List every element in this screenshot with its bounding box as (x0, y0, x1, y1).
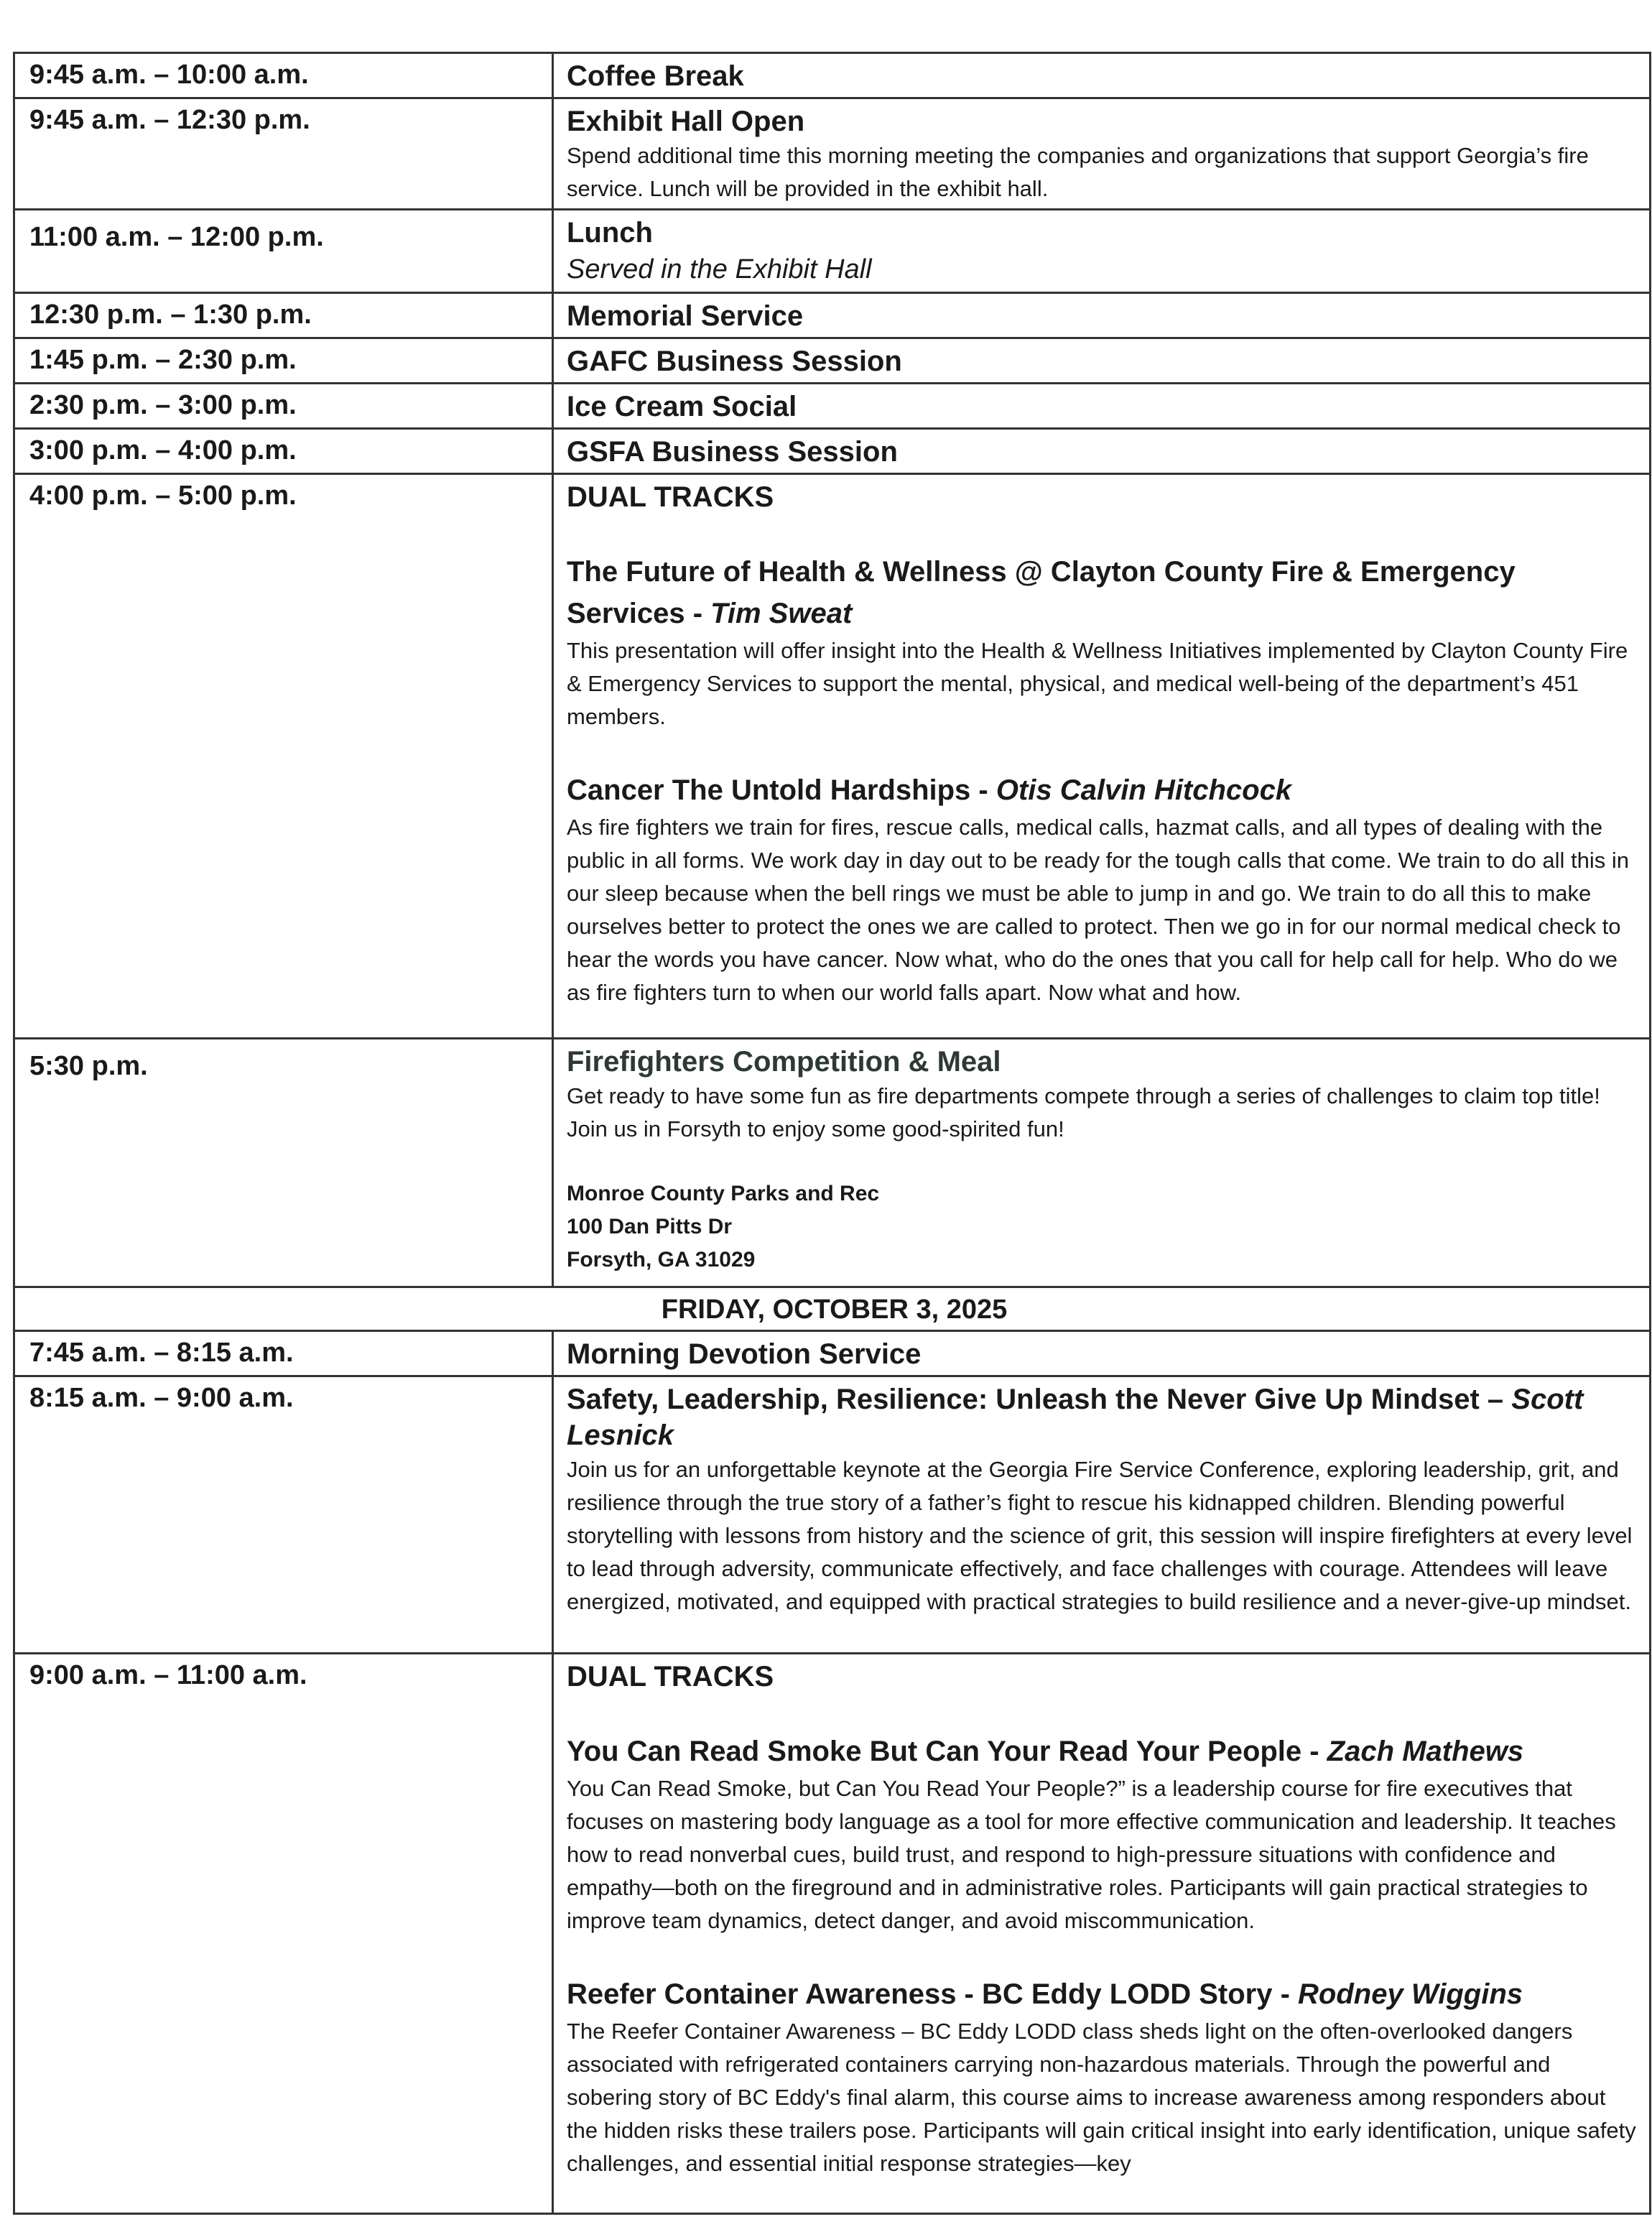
time-cell: 9:45 a.m. – 12:30 p.m. (14, 98, 553, 210)
time-cell: 5:30 p.m. (14, 1039, 553, 1287)
track-title (567, 1973, 1639, 2015)
event-speaker: Scott Lesnick (567, 1384, 1584, 1451)
schedule-table (13, 52, 1651, 2215)
event-cell (553, 1331, 1651, 1376)
event-cell (553, 53, 1651, 98)
day-header-row (14, 1287, 1651, 1331)
event-description: Spend additional time this morning meeting the companies and organizations that support Georgia’s fire service. Lunch will be provided in the exhibit hall. (567, 143, 1589, 201)
event-title: Memorial Service (567, 300, 804, 332)
track-speaker: Otis Calvin Hitchcock (996, 774, 1292, 806)
address-line: Monroe County Parks and Rec (567, 1182, 880, 1205)
table-row (14, 98, 1651, 210)
table-row (14, 1654, 1651, 2214)
time-cell: 11:00 a.m. – 12:00 p.m. (14, 210, 553, 293)
event-title: DUAL TRACKS (567, 1661, 774, 1692)
track-description: As fire fighters we train for fires, rescue calls, medical calls, hazmat calls, and all types of dealing with the public in all forms. We work day in day out to be ready for the tough calls that come. We train to do all this in our sleep because when the bell rings we must be able to jump in and go. We train to do all this to make ourselves better to protect the ones we are called to protect. Then we go in for our normal medical check to hear the words you have cancer. Now what, who do the ones that you call for help call for help. Who do we as fire fighters turn to when our world falls apart. Now what and how. (567, 815, 1629, 1005)
event-cell (553, 1376, 1651, 1654)
event-subtitle: Served in the Exhibit Hall (567, 254, 872, 284)
track-title (567, 769, 1639, 811)
time-cell: 8:15 a.m. – 9:00 a.m. (14, 1376, 553, 1654)
event-cell (553, 384, 1651, 429)
event-cell (553, 98, 1651, 210)
event-cell (553, 210, 1651, 293)
track-title-text: The Future of Health & Wellness @ Clayton County Fire & Emergency Services - (567, 556, 1516, 629)
time-cell: 4:00 p.m. – 5:00 p.m. (14, 474, 553, 1039)
event-title: Lunch (567, 217, 653, 249)
event-title (567, 1381, 1639, 1453)
event-cell (553, 474, 1651, 1039)
time-cell: 9:45 a.m. – 10:00 a.m. (14, 53, 553, 98)
event-title: Morning Devotion Service (567, 1338, 922, 1370)
event-cell (553, 338, 1651, 384)
track-title-text: You Can Read Smoke But Can Your Read Your People - (567, 1736, 1319, 1767)
table-row (14, 429, 1651, 474)
track-speaker: Tim Sweat (710, 598, 853, 629)
table-row (14, 338, 1651, 384)
track-title-text: Reefer Container Awareness - BC Eddy LODD Story - (567, 1978, 1290, 2010)
track-description: The Reefer Container Awareness – BC Eddy LODD class sheds light on the often-overlooked dangers associated with refrigerated containers carrying non-hazardous materials. Through the powerful and sobering story of BC Eddy's final alarm, this course aims to increase awareness among responders about the hidden risks these trailers pose. Participants will gain critical insight into early identification, unique safety challenges, and essential initial response strategies—key (567, 2019, 1636, 2176)
table-row (14, 210, 1651, 293)
event-cell (553, 1039, 1651, 1287)
track-speaker: Rodney Wiggins (1298, 1978, 1523, 2010)
time-cell: 3:00 p.m. – 4:00 p.m. (14, 429, 553, 474)
event-title-text: Safety, Leadership, Resilience: Unleash the Never Give Up Mindset – (567, 1384, 1504, 1415)
track-description: You Can Read Smoke, but Can You Read Your People?” is a leadership course for fire executives that focuses on mastering body language as a tool for more effective communication and leadership. It teaches how to read nonverbal cues, build trust, and respond to high-pressure situations with confidence and empathy—both on the fireground and in administrative roles. Participants will gain practical strategies to improve team dynamics, detect danger, and avoid miscommunication. (567, 1776, 1616, 1933)
time-cell: 9:00 a.m. – 11:00 a.m. (14, 1654, 553, 2214)
table-row (14, 293, 1651, 338)
event-cell (553, 429, 1651, 474)
track-speaker: Zach Mathews (1327, 1736, 1524, 1767)
time-cell: 1:45 p.m. – 2:30 p.m. (14, 338, 553, 384)
table-row (14, 53, 1651, 98)
address-line: 100 Dan Pitts Dr (567, 1215, 733, 1238)
event-description: Join us for an unforgettable keynote at the Georgia Fire Service Conference, exploring leadership, grit, and resilience through the true story of a father’s fight to rescue his kidnapped children. Blending powerful storytelling with lessons from history and the science of grit, this session will inspire firefighters at every level to lead through adversity, communicate effectively, and face challenges with courage. Attendees will leave energized, motivated, and equipped with practical strategies to build resilience and a never-give-up mindset. (567, 1457, 1633, 1614)
address-line: Forsyth, GA 31029 (567, 1248, 756, 1272)
table-row (14, 1331, 1651, 1376)
event-title: DUAL TRACKS (567, 481, 774, 513)
event-address (567, 1177, 1639, 1277)
time-cell: 7:45 a.m. – 8:15 a.m. (14, 1331, 553, 1376)
day-header: FRIDAY, OCTOBER 3, 2025 (14, 1287, 1651, 1331)
event-title: Firefighters Competition & Meal (567, 1046, 1001, 1078)
track-title (567, 1731, 1639, 1772)
event-cell (553, 293, 1651, 338)
table-row (14, 1376, 1651, 1654)
table-row (14, 474, 1651, 1039)
event-title: Exhibit Hall Open (567, 106, 805, 137)
table-row (14, 384, 1651, 429)
event-title: Ice Cream Social (567, 391, 797, 422)
table-row (14, 1039, 1651, 1287)
event-cell (553, 1654, 1651, 2214)
event-title: GSFA Business Session (567, 436, 898, 468)
event-title: GAFC Business Session (567, 346, 902, 377)
time-cell: 2:30 p.m. – 3:00 p.m. (14, 384, 553, 429)
time-cell: 12:30 p.m. – 1:30 p.m. (14, 293, 553, 338)
track-description: This presentation will offer insight into the Health & Wellness Initiatives implemented by Clayton County Fire & Emergency Services to support the mental, physical, and medical well-being of the department’s 451 members. (567, 638, 1628, 729)
event-description: Get ready to have some fun as fire departments compete through a series of challenges to claim top title! Join us in Forsyth to enjoy some good-spirited fun! (567, 1083, 1600, 1141)
event-title: Coffee Break (567, 60, 744, 92)
track-title (567, 551, 1639, 634)
track-title-text: Cancer The Untold Hardships - (567, 774, 988, 806)
